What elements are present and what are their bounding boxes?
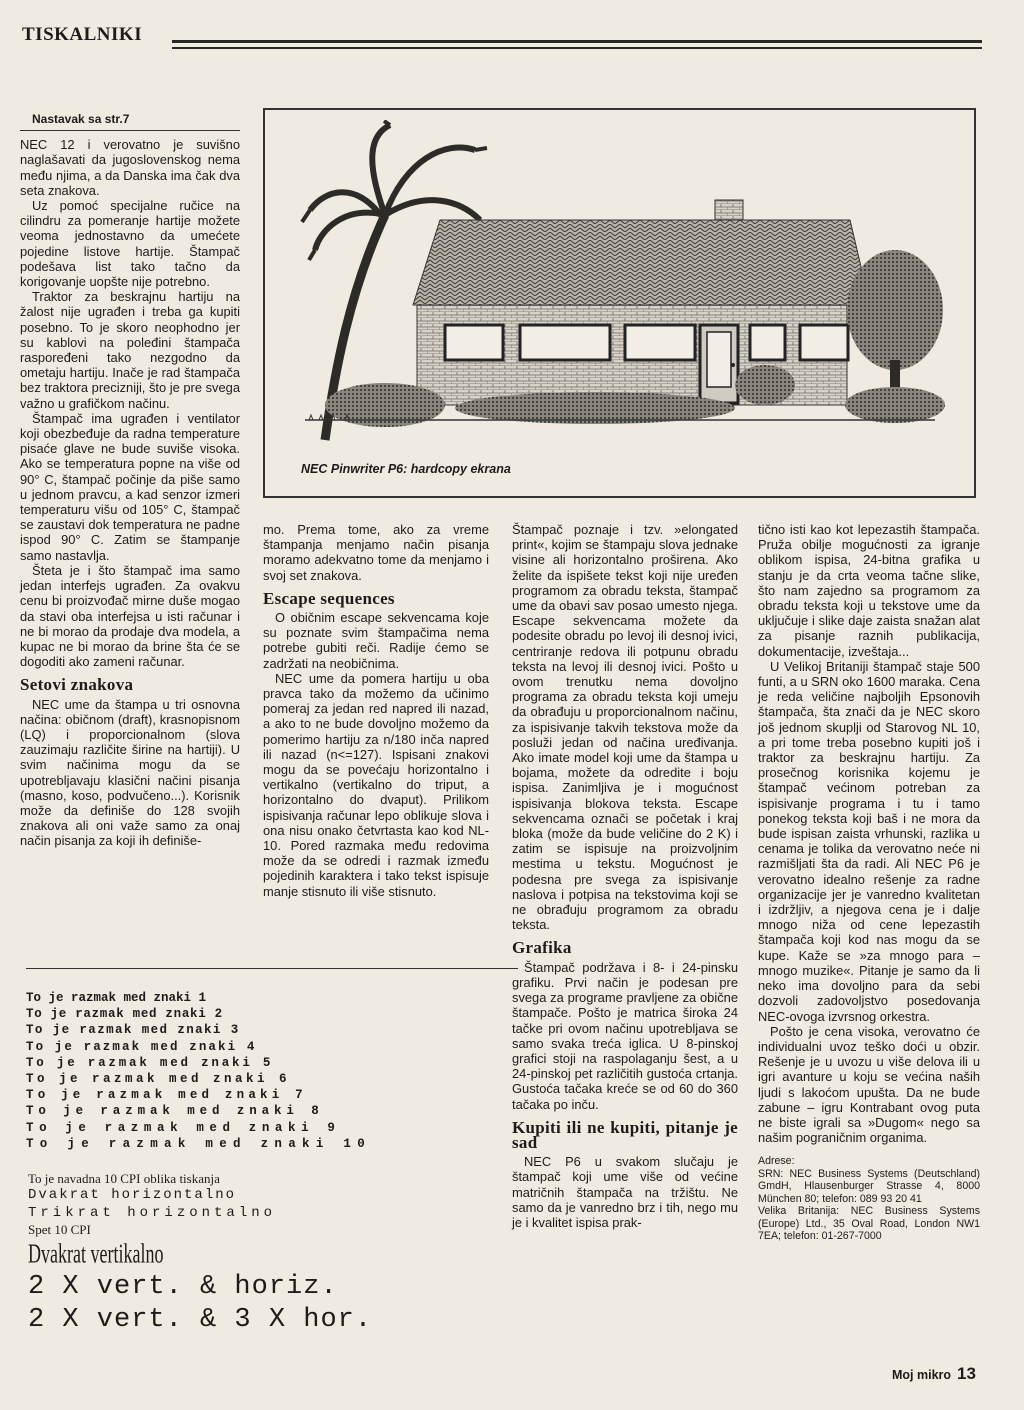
paragraph: U Velikoj Britaniji štampač staje 500 funti, a u SRN oko 1600 maraka. Cena je reda veličine najboljih Epsonovih štampača, šta znači da je NEC skoro još jednom skuplji od Starovog NL 10, a pri tome treba posebno kupiti još i traktor za beskrajnu hartiju. Za prosečnog korisnika kojemu je štampač većinom potreban za ispisivanje programa i tu i tamo ponekog teksta koji baš i ne mora da bude ispisan zaista vrhunski, razlika u cenama je tolika da verovatno neće ni razmišljati šta da radi. Ali NEC P6 je verovatno idealno rešenje za radne organizacije jer je vanredno kvalitetan i izdržljiv, a njegova cena je i dalje mnogo niža od cene lepezastih štampača koji kod nas mogu da se kupe. Kaže se »za mnogo para – mnogo muzike«. Pitanje je samo da li neko ima dovoljno para da sebi dozvoli zadovoljstvo posedovanja NEC-ovoga izvrsnog orkestra.	[758, 658, 980, 1024]
sample-line: To je razmak med znaki 1	[26, 991, 207, 1005]
sample-10cpi-again: Spet 10 CPI	[28, 1222, 91, 1237]
paragraph: NEC 12 i verovatno je suvišno naglašavati da jugoslovenskog nema među njima, a da Danska ima čak dva seta znakova.	[20, 137, 240, 198]
paragraph: Štampač ima ugrađen i ventilator koji obezbeđuje da radna temperature pisaće glave ne bude suviše visoka. Ako se temperatura popne na više od 90° C, štampač počinje da piše samo u jednom pravcu, a kad senzor izmeri temperaturu višu od 105° C, štampač se zaustavi dok temperatura ne padne ispod 90° C. Zatim se štampanje samo nastavlja.	[20, 410, 240, 563]
sample-line: To je razmak med znaki 3	[26, 1023, 240, 1038]
address-line: Adrese:	[758, 1155, 795, 1168]
sample-double-vert-triple-hor: 2 X vert. & 3 X hor.	[28, 1305, 373, 1335]
paragraph: Pošto je cena visoka, verovatno će individualni uvoz teško doći u obzir. Rešenje je u uvozu u više delova ili u igri avanture u koju se većina naših ljudi s lakoćom upušta. Da ne bude zabune – igru Kontrabant ovog puta ne biste igrali sa »Dugom« nego sa našim pograničnim organima.	[758, 1023, 980, 1146]
sample-triple-horizontal: Trikrat horizontalno	[28, 1205, 277, 1221]
column-3	[512, 522, 738, 1230]
continuation-note: Nastavak sa str.7	[20, 112, 240, 131]
page-number: 13	[957, 1364, 976, 1383]
printer-output-figure	[263, 108, 976, 498]
samples-rule	[26, 968, 518, 969]
sample-line: To je razmak med znaki 2	[26, 1007, 223, 1022]
column-2	[263, 522, 489, 899]
character-spacing-samples	[26, 990, 506, 1152]
sample-line: To je razmak med znaki 8	[26, 1104, 324, 1119]
sample-line: To je razmak med znaki 10	[26, 1136, 372, 1151]
paragraph: mo. Prema tome, ako za vreme štampanja menjamo način pisanja moramo adekvatno tome da menjamo i svoj set znakova.	[263, 522, 489, 583]
sample-line: To je razmak med znaki 6	[26, 1072, 291, 1087]
page-footer	[892, 1364, 976, 1384]
magazine-name: Moj mikro	[892, 1368, 952, 1382]
section-title: TISKALNIKI	[22, 24, 143, 45]
subheading: Grafika	[512, 938, 572, 958]
paragraph: NEC ume da pomera hartiju u oba pravca tako da možemo da učinimo pomeraj za jedan red napred ili nazad, a ako to ne bude dovoljno možemo da pomerimo hartiju za n/180 inča napred ili nazad (n<=127). Ispisani znakovi mogu da se povećaju horizontalno i vertikalno (vertikalno do triput, a horizontalno do dvaput). Prilikom ispisivanja računar lepo oblikuje slova i ona nisu onako četvrtasta kao kod NL-10. Pored razmaka među redovima može da se odredi i razmak između pojedinih karaktera i tako tekst ispisuje manje stisnuto ili više stisnuto.	[263, 670, 489, 899]
paragraph: O običnim escape sekvencama koje su poznate svim štampačima nema potrebe gubiti reči. Radije ćemo se zadržati na neobičnima.	[263, 610, 489, 671]
address-block	[758, 1155, 980, 1243]
sample-line: To je razmak med znaki 4	[26, 1039, 257, 1054]
paragraph: Šteta je i što štampač ima samo jedan interfejs ugrađen. Za ovakvu cenu bi proizvođač mirne duše mogao da stavi oba interfejsa u isti računar i ne bi morao da prodaje dva modela, a kupac ne bi morao da brine šta će se dogoditi ako zameni računar.	[20, 562, 240, 670]
subheading: Kupiti ili ne kupiti, pitanje je sad	[512, 1117, 738, 1152]
header-rule-thin	[172, 47, 982, 49]
sample-10cpi: To je navadna 10 CPI oblika tiskanja	[28, 1171, 220, 1186]
paragraph: tično isti kao kot lepezastih štampača. Pruža obilje mogućnosti za igranje oblikom ispisa, 24-bitna grafika u stanju je da crta veoma tačne slike, što nam zajedno sa programom za obradu teksta koji u tekstove ume da uključuje i slike daje zaista snažan alat za pisanje raznih publikacija, dokumentacije, izveštaja...	[758, 522, 980, 659]
paragraph: Uz pomoć specijalne ručice na cilindru za pomeranje hartije možete veoma jednostavno da umećete pojedine listove hartije. Štampač podešava list tako tačno da korigovanje uopšte nije potrebno.	[20, 198, 240, 290]
house-illustration	[295, 120, 945, 455]
sample-line: To je razmak med znaki 9	[26, 1120, 341, 1135]
paragraph: NEC P6 u svakom slučaju je štampač koji ume više od većine matričnih štampača na tržištu. Ne samo da je vanredno brz i tih, nego mu je i kvalitet ispisa prak-	[512, 1154, 738, 1230]
column-1	[20, 112, 240, 849]
paragraph: NEC ume da štampa u tri osnovna načina: običnom (draft), krasnopisnom (LQ) i proporcionalnom (slova zauzimaju različite širine na hartiji). U svim načinima mogu da se upotrebljavaju klasični načini pisanja (masno, koso, podvučeno...). Korisnik može da definiše do 128 svojih znakova ali oni važe samo za onaj način pisanja za koji ih definiše-	[20, 696, 240, 849]
sample-line: To je razmak med znaki 7	[26, 1088, 307, 1103]
sample-double-horizontal: Dvakrat horizontalno	[28, 1187, 237, 1203]
page-header	[22, 22, 982, 52]
sample-double-both: 2 X vert. & horiz.	[28, 1272, 338, 1302]
subheading: Setovi znakova	[20, 675, 134, 695]
paragraph: Traktor za beskrajnu hartiju na žalost nije ugrađen i treba ga kupiti posebno. To je skoro neophodno jer su kablovi na poleđini štampača raspoređeni tako nezgodno da ometaju hartiju. Inače je rad štampača bez traktora precizniji, što je pre svega važno u grafičkom načinu.	[20, 289, 240, 411]
print-mode-samples	[28, 1172, 508, 1334]
sample-double-vertical: Dvakrat vertikalno	[28, 1238, 164, 1269]
subheading: Escape sequences	[263, 588, 395, 608]
column-4	[758, 522, 980, 1243]
sample-line: To je razmak med znaki 5	[26, 1055, 274, 1070]
address-line: SRN: NEC Business Systems (Deutschland) GmdH, Hlausenburger Strasse 4, 8000 München 80; telefon: 089 93 20 41	[758, 1167, 980, 1205]
header-rule	[172, 40, 982, 43]
address-line: Velika Britanija: NEC Business Systems (Europe) Ltd., 35 Oval Road, London NW1 7EA; telefon: 01-267-7000	[758, 1205, 980, 1243]
figure-caption: NEC Pinwriter P6: hardcopy ekrana	[301, 462, 511, 476]
paragraph: Štampač podržava i 8- i 24-pinsku grafiku. Prvi način je podesan pre svega za programe pravljene za obične štampače. Pošto je matrica široka 24 tačke pri ovom načinu upotrebljava se samo svaka treća iglica. U 8-pinskoj grafici stoji na raspolaganju šest, a u 24-pinskoj pet različitih gustoća crtanja. Gustoća tačaka kreće se od 60 do 360 tačaka po inču.	[512, 959, 738, 1112]
paragraph: Štampač poznaje i tzv. »elongated print«, kojim se štampaju slova jednake visine ali horizontalno proširena. Ako želite da ispišete tekst koji nije uređen programom za obradu teksta, štampač ume da obavi sav posao umesto njega. Escape sekvencama možete da podesite obradu po levoj ili desnoj ivici, centriranje redova ili potpunu obradu teksta na levoj ili desnoj ivici. Pošto u ovom trenutku nema dovoljno programa za obradu teksta koji umeju da obrađuju u proporcionalnom načinu, za ispisivanje takvih tekstova može da posluži jedan od načina uređivanja. Ako imate model koji ume da štampa u bojama, možete da odredite i boju ispisa. Zanimljiva je i mogućnost ispisivanja blokova teksta. Escape sekvencama označi se početak i kraj bloka (može da bude veličine do 2 K) i zatim se ispisuje na proizvoljnim mestima u tekstu. Mogućnost je podesna pre svega za ispisivanje naslova i potpisa na tekstovima koji se ne obrađuju programom za obradu teksta.	[512, 522, 738, 933]
